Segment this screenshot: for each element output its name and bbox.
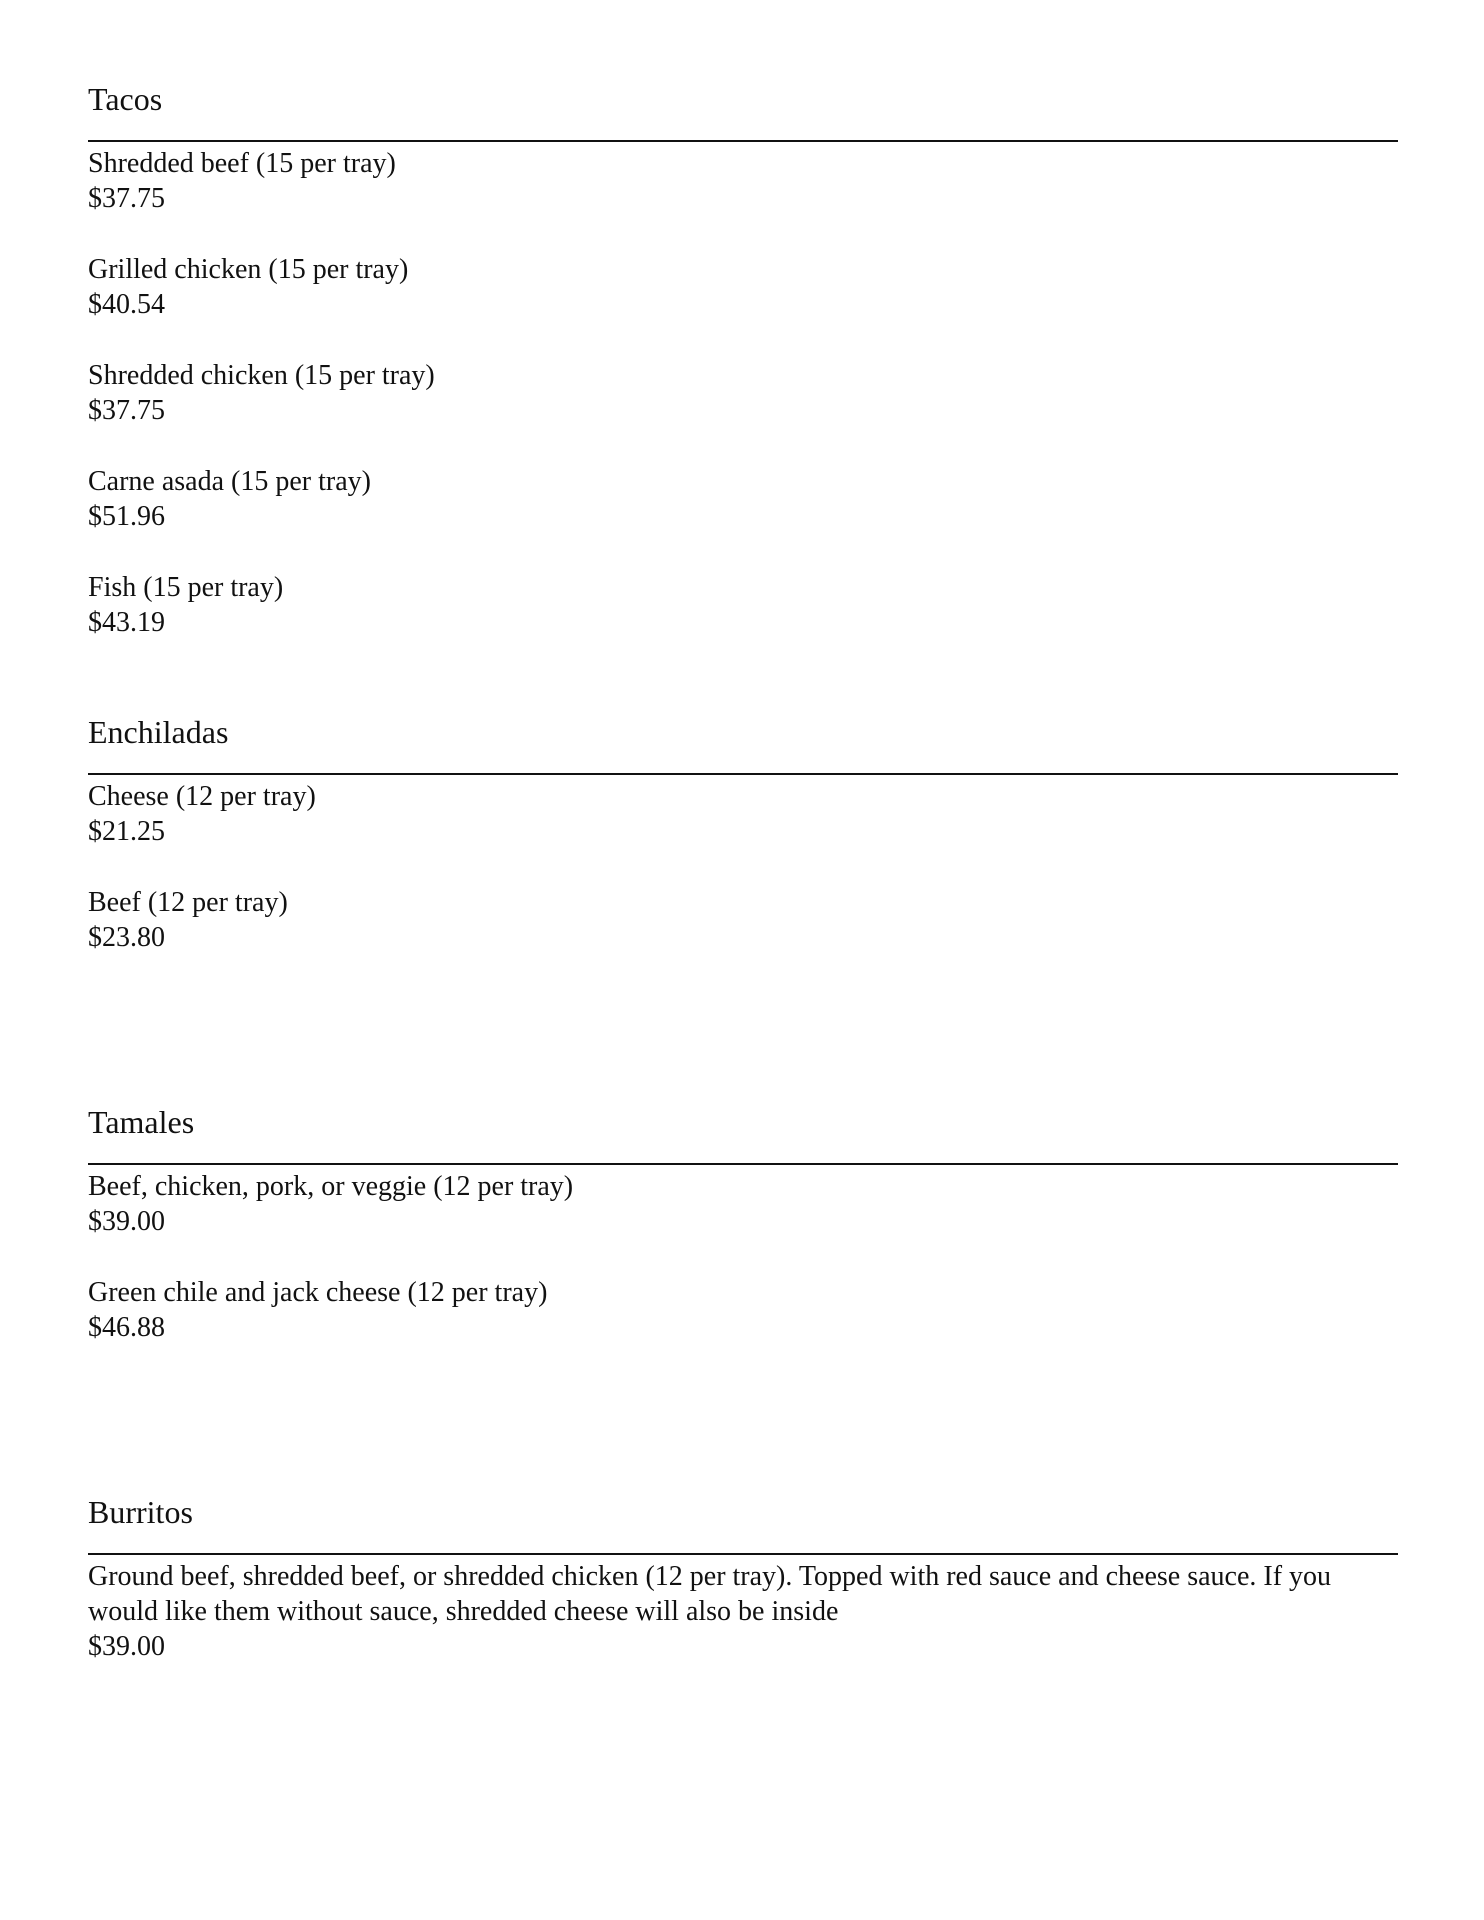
item-name: Shredded chicken (15 per tray) xyxy=(88,360,435,391)
item-price: $23.80 xyxy=(88,922,165,953)
item-price: $43.19 xyxy=(88,607,165,638)
menu-item xyxy=(88,464,1398,534)
menu-item xyxy=(88,1275,1398,1345)
section-tacos xyxy=(88,80,1398,676)
item-price: $40.54 xyxy=(88,289,165,320)
item-name: Shredded beef (15 per tray) xyxy=(88,148,396,179)
menu-item xyxy=(88,1169,1398,1239)
section-divider xyxy=(88,1163,1398,1165)
section-burritos xyxy=(88,1493,1398,1700)
item-name: Green chile and jack cheese (12 per tray) xyxy=(88,1277,548,1308)
item-price: $39.00 xyxy=(88,1631,165,1662)
section-divider xyxy=(88,773,1398,775)
item-name: Fish (15 per tray) xyxy=(88,572,284,603)
section-title: Enchiladas xyxy=(88,714,229,750)
menu-item xyxy=(88,885,1398,955)
item-name: Ground beef, shredded beef, or shredded chicken (12 per tray). Topped with red sauce and cheese sauce. If you would like them without sauce, shredded cheese will also be inside xyxy=(88,1561,1332,1627)
section-title: Tacos xyxy=(88,81,163,117)
item-price: $51.96 xyxy=(88,501,165,532)
section-title: Tamales xyxy=(88,1104,195,1140)
item-price: $21.25 xyxy=(88,816,165,847)
menu-item xyxy=(88,570,1398,640)
section-divider xyxy=(88,140,1398,142)
item-price: $46.88 xyxy=(88,1312,165,1343)
item-name: Carne asada (15 per tray) xyxy=(88,466,371,497)
section-title: Burritos xyxy=(88,1494,193,1530)
menu-item xyxy=(88,779,1398,849)
section-enchiladas xyxy=(88,713,1398,991)
menu-item xyxy=(88,358,1398,428)
item-name: Beef (12 per tray) xyxy=(88,887,288,918)
section-divider xyxy=(88,1553,1398,1555)
menu-item xyxy=(88,252,1398,322)
item-name: Beef, chicken, pork, or veggie (12 per tray) xyxy=(88,1171,574,1202)
menu-item xyxy=(88,1559,1398,1664)
item-name: Cheese (12 per tray) xyxy=(88,781,316,812)
item-price: $39.00 xyxy=(88,1206,165,1237)
item-name: Grilled chicken (15 per tray) xyxy=(88,254,409,285)
section-tamales xyxy=(88,1103,1398,1381)
item-price: $37.75 xyxy=(88,183,165,214)
menu-item xyxy=(88,146,1398,216)
item-price: $37.75 xyxy=(88,395,165,426)
